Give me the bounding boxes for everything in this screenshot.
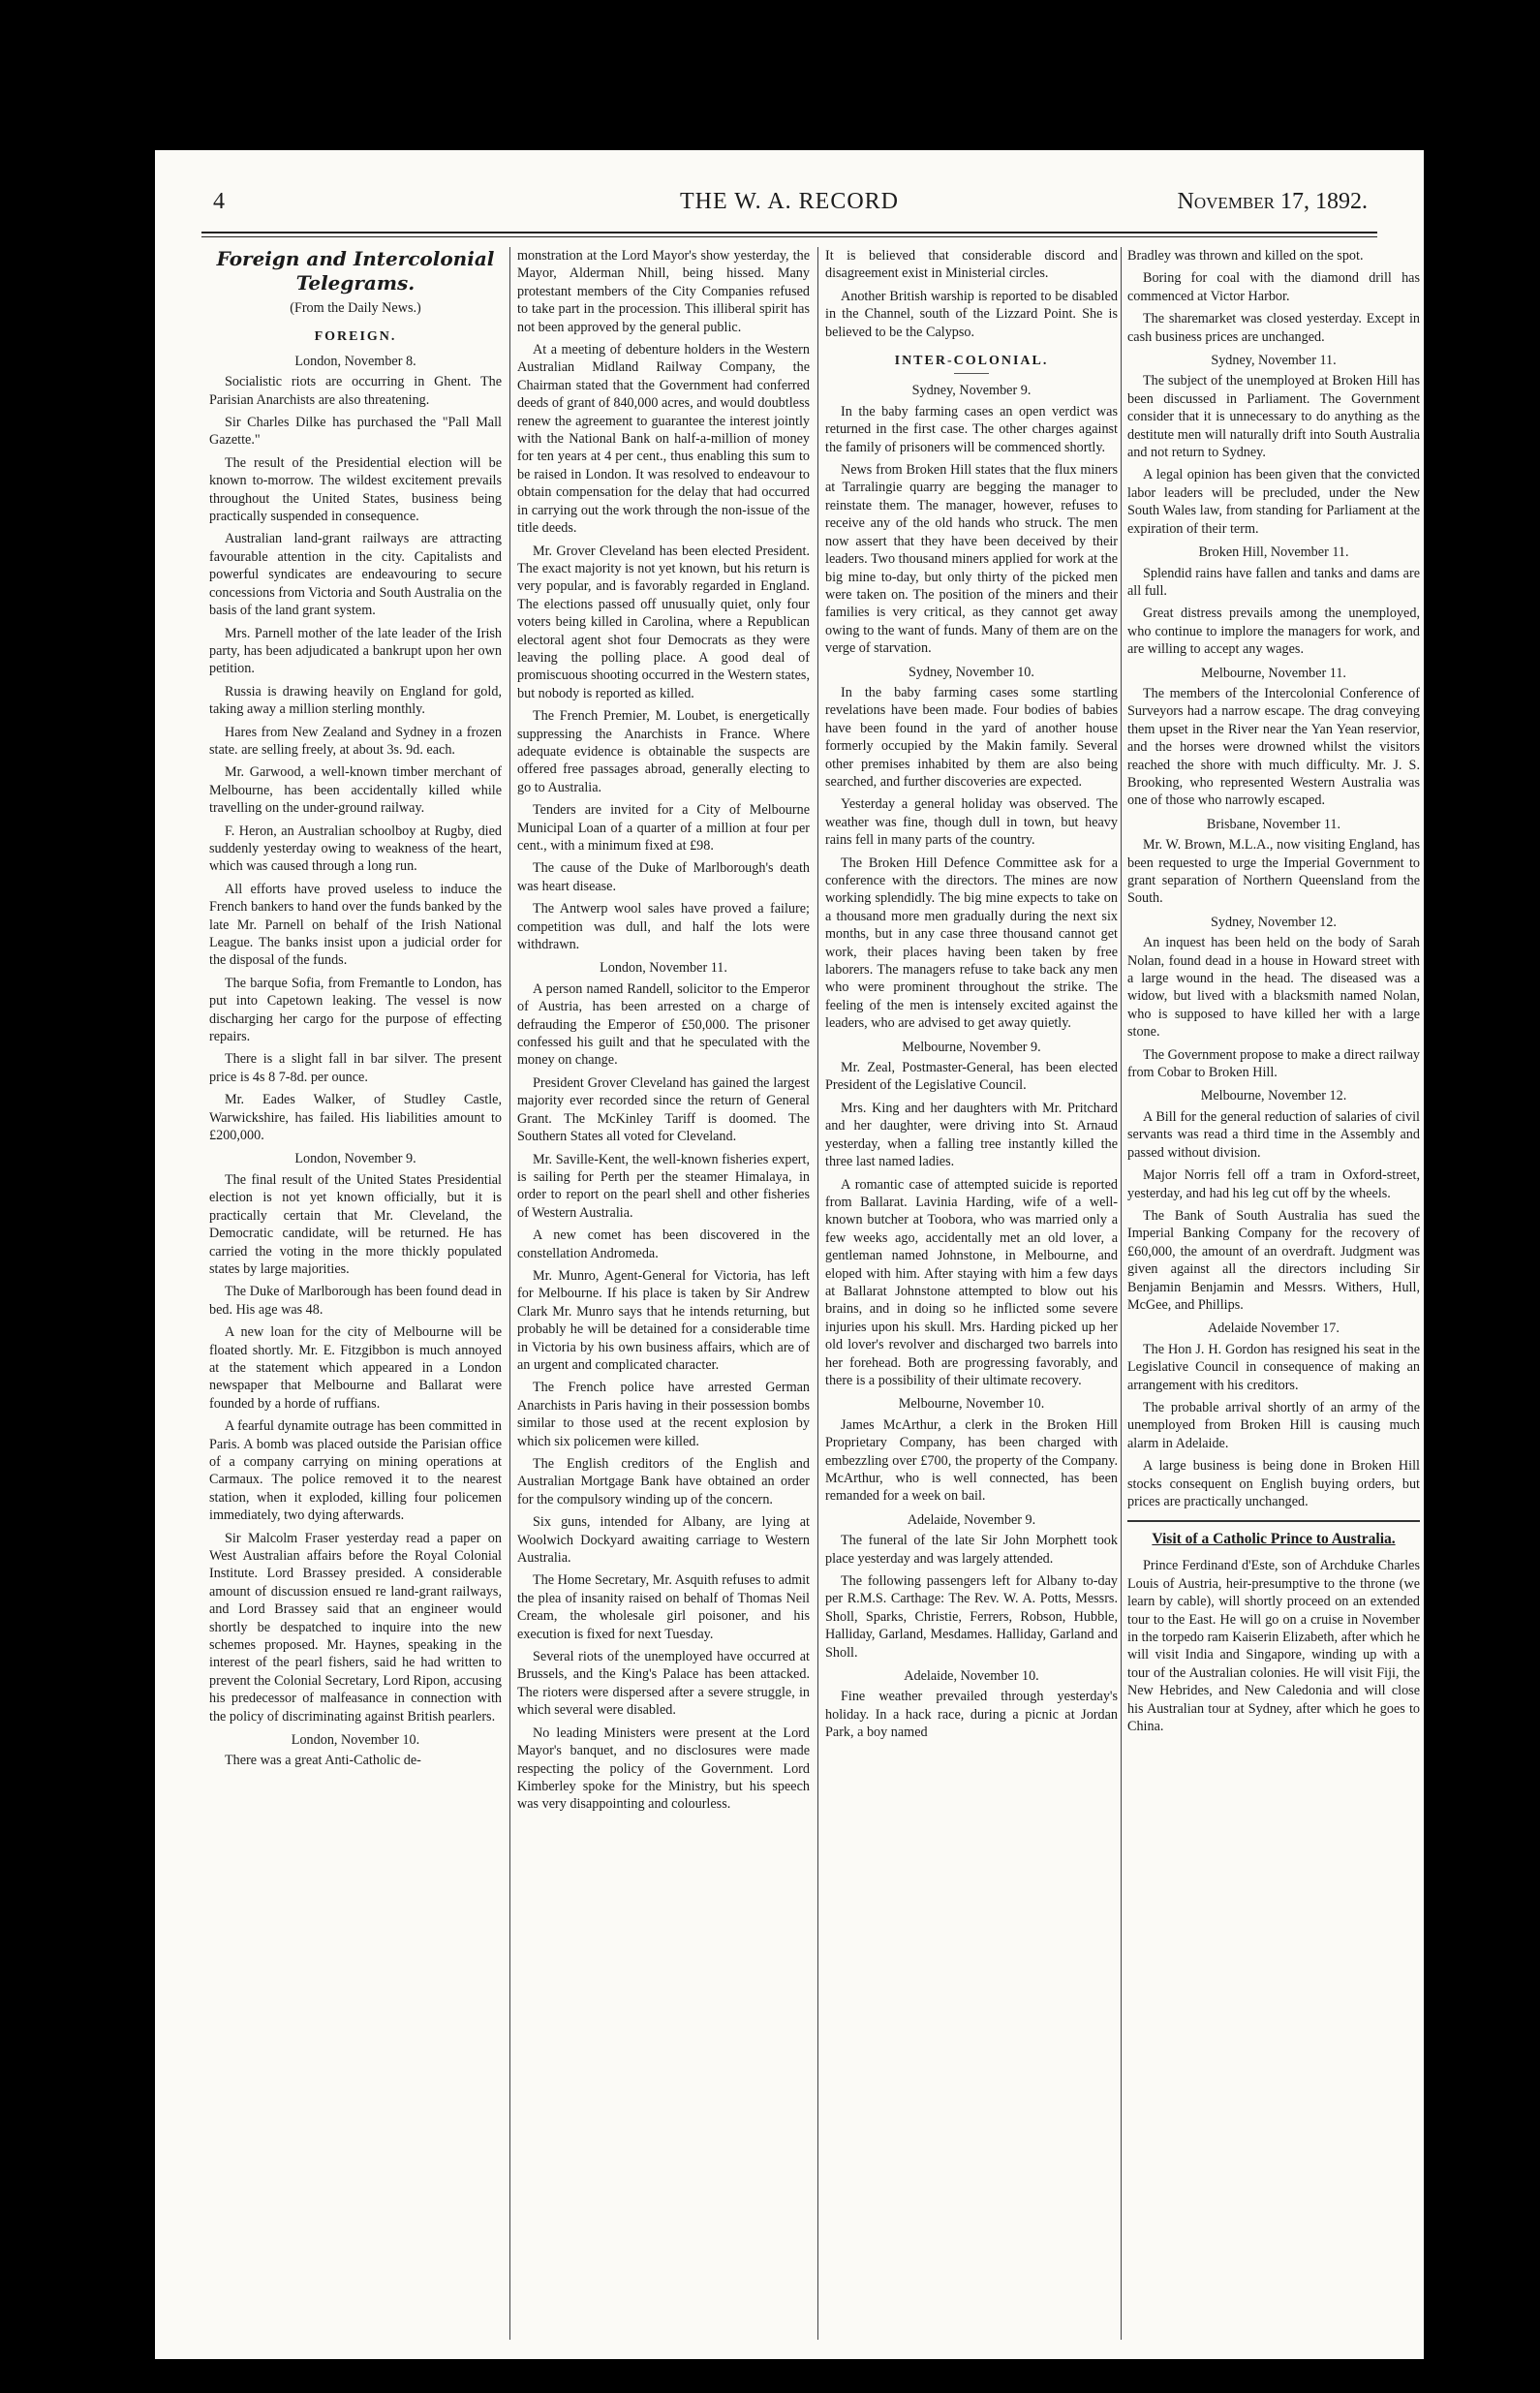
paragraph: Fine weather prevailed through yesterday's holiday. In a hack race, during a picnic at Jordan Park, a boy named xyxy=(825,1689,1118,1741)
issue-date: November 17, 1892. xyxy=(1177,189,1368,214)
source-note: (From the Daily News.) xyxy=(290,300,421,316)
paragraph: Boring for coal with the diamond drill has commenced at Victor Harbor. xyxy=(1127,270,1420,304)
paragraph: No leading Ministers were present at the Lord Mayor's banquet, and no disclosures were made respecting the policy of the Government. Lord Kimberley spoke for the Ministry, but his speech was very disappointing and colourless. xyxy=(517,1725,810,1813)
dateline: Adelaide November 17. xyxy=(1208,1321,1340,1337)
paragraph: A new comet has been discovered in the constellation Andromeda. xyxy=(517,1228,810,1261)
paragraph: The Broken Hill Defence Committee ask for a conference with the directors. The mines are now working splendidly. The big mine expects to take on a thousand more men gradually during the next six months, but in any case three thousand cannot get work, their places having been taken by free laborers. The managers refuse to take back any men who were prominent throughout the strike. The feeling of the men is intensely excited against the leaders, who are advised to get away quietly. xyxy=(825,855,1118,1032)
article-title-text: Visit of a Catholic Prince to Australia. xyxy=(1152,1531,1396,1548)
paragraph: A fearful dynamite outrage has been committed in Paris. A bomb was placed outside the Parisian office of a company carrying on mining operations at Carmaux. The police removed it to the nearest station, when it exploded, killing four policemen immediately, two dying afterwards. xyxy=(209,1418,502,1524)
paragraph: In the baby farming cases some startling revelations have been made. Four bodies of babies have been found in the yard of another house formerly occupied by the Makin family. Several other premises inhabited by them are also being searched, and further discoveries are expected. xyxy=(825,684,1118,790)
paragraph: James McArthur, a clerk in the Broken Hill Proprietary Company, has been charged with embezzling over £700, the property of the Company. McArthur, who is well connected, has been remanded for a week on bail. xyxy=(825,1416,1118,1505)
paragraph: Russia is drawing heavily on England for gold, taking away a million sterling monthly. xyxy=(209,683,502,718)
paragraph: monstration at the Lord Mayor's show yesterday, the Mayor, Alderman Nhill, being hissed. Many protestant members of the City Companies refused to take part in the procession. This illiberal spirit has not been approved by the general public. xyxy=(517,248,810,335)
paragraph: Mr. Saville-Kent, the well-known fisheries expert, is sailing for Perth per the steamer Himalaya, in order to report on the pearl shell and other fisheries of Western Australia. xyxy=(517,1151,810,1221)
paragraph: The Home Secretary, Mr. Asquith refuses to admit the plea of insanity raised on behalf of Thomas Neil Cream, the wholesale girl poisoner, and his execution is fixed for next Tuesday. xyxy=(517,1572,810,1642)
dateline: Sydney, November 12. xyxy=(1211,914,1337,930)
paragraph: A new loan for the city of Melbourne will be floated shortly. Mr. E. Fitzgibbon is much annoyed at the statement which appeared in a London newspaper that Melbourne and Ballarat were founded by a horde of ruffians. xyxy=(209,1324,502,1412)
dateline: London, November 8. xyxy=(294,353,416,369)
column-3 xyxy=(825,247,1118,2349)
paragraph: In the baby farming cases an open verdict was returned in the first case. The other charges against the family of prisoners will be commenced shortly. xyxy=(825,403,1118,455)
dateline: Broken Hill, November 11. xyxy=(1198,544,1349,561)
paragraph: All efforts have proved useless to induce the French bankers to hand over the funds banked by the late Mr. Parnell on behalf of the Irish National League. The banks insist upon a judicial order for the disposal of the funds. xyxy=(209,881,502,969)
column-divider xyxy=(1121,247,1122,2340)
paragraph: The subject of the unemployed at Broken Hill has been discussed in Parliament. The Government consider that it is unnecessary to do anything as the destitute men will naturally drift into South Australia and not return to Sydney. xyxy=(1127,373,1420,461)
paragraph: Major Norris fell off a tram in Oxford-street, yesterday, and had his leg cut off by the wheels. xyxy=(1127,1167,1420,1201)
paragraph: Mr. Zeal, Postmaster-General, has been elected President of the Legislative Council. xyxy=(825,1060,1118,1094)
paragraph: The final result of the United States Presidential election is not yet known officially, but it is practically certain that Mr. Cleveland, the Democratic candidate, will be returned. He has carried the voting in the more thickly populated states by large majorities. xyxy=(209,1171,502,1277)
paragraph: Hares from New Zealand and Sydney in a frozen state. are selling freely, at about 3s. 9d. each. xyxy=(209,724,502,758)
paragraph: There is a slight fall in bar silver. The present price is 4s 8 7-8d. per ounce. xyxy=(209,1051,502,1085)
dateline: London, November 10. xyxy=(291,1732,420,1749)
paragraph: Mr. Eades Walker, of Studley Castle, Warwickshire, has failed. His liabilities amount to £200,000. xyxy=(209,1092,502,1144)
paragraph: Mrs. Parnell mother of the late leader of the Irish party, has been adjudicated a bankrupt upon her own petition. xyxy=(209,625,502,677)
dateline: Sydney, November 10. xyxy=(909,664,1034,680)
dateline: London, November 9. xyxy=(294,1151,416,1167)
paragraph: Sir Charles Dilke has purchased the "Pall Mall Gazette." xyxy=(209,415,502,449)
paragraph: The following passengers left for Albany to-day per R.M.S. Carthage: The Rev. W. A. Potts, Messrs. Sholl, Sparks, Christie, Ferrers, Robson, Hubble, Halliday, Garland, Mesdames. Halliday, Garland and Sholl. xyxy=(825,1573,1118,1661)
paragraph: It is believed that considerable discord and disagreement exist in Ministerial circles. xyxy=(825,248,1118,282)
paragraph: Australian land-grant railways are attracting favourable attention in the city. Capitalists and powerful syndicates are endeavouring to secure concessions from Victoria and South Australia on the basis of the land grant system. xyxy=(209,531,502,619)
paragraph: An inquest has been held on the body of Sarah Nolan, found dead in a house in Howard street with a large wound in the head. The diseased was a widow, but lived with a blacksmith named Nolan, who is supposed to have killed her with a large stone. xyxy=(1127,935,1420,1041)
dateline: Sydney, November 11. xyxy=(1211,353,1337,369)
paragraph: A legal opinion has been given that the convicted labor leaders will be precluded, under the New South Wales law, from standing for Parliament at the expiration of their term. xyxy=(1127,467,1420,537)
column-4 xyxy=(1127,247,1420,2349)
page-header xyxy=(155,189,1424,224)
paragraph: The probable arrival shortly of an army of the unemployed from Broken Hill is causing much alarm in Adelaide. xyxy=(1127,1399,1420,1451)
column-1 xyxy=(209,247,502,2349)
paragraph: Mr. Grover Cleveland has been elected President. The exact majority is not yet known, but his return is very popular, and is favorably regarded in England. The elections passed off unusually quiet, only four voters being killed in Carolina, where a Republican electoral agent shot four Democrats as they were leaving the polling place. A good deal of promiscuous shooting occurred in the Western states, but nobody is reported as killed. xyxy=(517,543,810,701)
paragraph: Prince Ferdinand d'Este, son of Archduke Charles Louis of Austria, heir-presumptive to the throne (we learn by cable), will shortly proceed on an extended tour to the East. He will go on a cruise in November in the torpedo ram Kaiserin Elizabeth, after which he will visit India and Singapore, winding up with a tour of the Australian colonies. He will visit Fiji, the New Hebrides, and New Caledonia and will close his Australian tour at Sydney, after which he goes to China. xyxy=(1127,1558,1420,1735)
dateline: Sydney, November 9. xyxy=(911,383,1032,399)
paragraph: A romantic case of attempted suicide is reported from Ballarat. Lavinia Harding, wife of a well-known butcher at Toobora, who was married only a few weeks ago, accidentally met an old lover, a gentleman named Johnstone, in Melbourne, and eloped with him. After staying with him a few days at Ballarat Johnstone attempted to blow out his brains, and in doing so he inflicted some severe injuries upon his skull. Mrs. Harding picked up her old lover's revolver and discharged two barrels into her forehead. Both are progressing favorably, and there is a possibility of their ultimate recovery. xyxy=(825,1176,1118,1388)
paragraph: Sir Malcolm Fraser yesterday read a paper on West Australian affairs before the Royal Colonial Institute. Lord Brassey presided. A considerable amount of discussion ensued re land-grant railways, and Lord Brassey said that an engineer would shortly be despatched to inquire into the new schemes proposed. Mr. Haynes, speaking in the interest of the pearl fishers, said he had written to prevent the Colonial Secretary, Lord Ripon, accusing his predecessor of malfeasance in connection with the policy of discriminating against British pearlers. xyxy=(209,1530,502,1725)
column-divider xyxy=(817,247,818,2340)
paragraph: The cause of the Duke of Marlborough's death was heart disease. xyxy=(517,860,810,894)
paragraph: Several riots of the unemployed have occurred at Brussels, and the King's Palace has been attacked. The rioters were dispersed after a severe struggle, in which several were disabled. xyxy=(517,1649,810,1719)
dateline: Adelaide, November 10. xyxy=(904,1668,1039,1685)
page-number: 4 xyxy=(213,189,225,214)
dateline: Brisbane, November 11. xyxy=(1206,816,1341,832)
section-heading: Foreign and Intercolonial Telegrams. xyxy=(216,247,495,295)
dateline: Melbourne, November 11. xyxy=(1201,665,1346,681)
paragraph: News from Broken Hill states that the flux miners at Tarralingie quarry are begging the manager to reinstate them. The manager, however, refuses to receive any of the old hands who struck. The men now assert that they have been deceived by their leaders. Two thousand miners applied for work at the big mine to-day, but only thirty of the picked men were taken on. The position of the miners and their families is very critical, as they cannot get away owing to the want of funds. Many of them are on the verge of starvation. xyxy=(825,462,1118,657)
column-divider xyxy=(509,247,510,2340)
paragraph: The French Premier, M. Loubet, is energetically suppressing the Anarchists in France. Where adequate evidence is obtainable the suspects are offered free passages abroad, generally electing to go to Australia. xyxy=(517,708,810,795)
paragraph: A large business is being done in Broken Hill stocks consequent on English buying orders, but prices are practically unchanged. xyxy=(1127,1458,1420,1509)
paragraph: Mr. Garwood, a well-known timber merchant of Melbourne, has been accidentally killed while travelling on the under-ground railway. xyxy=(209,764,502,817)
paragraph: The Antwerp wool sales have proved a failure; competition was dull, and half the lots were withdrawn. xyxy=(517,901,810,953)
paragraph: The sharemarket was closed yesterday. Except in cash business prices are unchanged. xyxy=(1127,311,1420,345)
paragraph: Splendid rains have fallen and tanks and dams are all full. xyxy=(1127,565,1420,599)
dateline: Melbourne, November 12. xyxy=(1200,1088,1347,1104)
paragraph: Great distress prevails among the unemployed, who continue to implore the managers for work, and are willing to accept any wages. xyxy=(1127,606,1420,658)
paragraph: Yesterday a general holiday was observed. The weather was fine, though dull in town, but heavy rains fell in many parts of the country. xyxy=(825,796,1118,849)
dateline: Melbourne, November 9. xyxy=(902,1039,1041,1055)
paragraph: Socialistic riots are occurring in Ghent. The Parisian Anarchists are also threatening. xyxy=(209,374,502,408)
paragraph: The Government propose to make a direct railway from Cobar to Broken Hill. xyxy=(1127,1046,1420,1081)
section-dash xyxy=(954,373,989,374)
article-title xyxy=(1127,1530,1420,1549)
paragraph: Bradley was thrown and killed on the spot. xyxy=(1127,248,1364,264)
column-2 xyxy=(517,247,810,2349)
paragraph: Mr. W. Brown, M.L.A., now visiting England, has been requested to urge the Imperial Government to grant separation of Northern Queensland from the South. xyxy=(1127,837,1420,907)
paragraph: The Hon J. H. Gordon has resigned his seat in the Legislative Council in consequence of making an arrangement with his creditors. xyxy=(1127,1341,1420,1393)
masthead-title: THE W. A. RECORD xyxy=(679,189,900,214)
dateline: London, November 11. xyxy=(600,960,727,977)
header-rule-thin xyxy=(201,236,1377,237)
paragraph: Another British warship is reported to be disabled in the Channel, south of the Lizzard Point. She is believed to be the Calypso. xyxy=(825,288,1118,340)
paragraph: F. Heron, an Australian schoolboy at Rugby, died suddenly yesterday owing to weakness of the heart, which was caused through a long run. xyxy=(209,823,502,875)
newspaper-page xyxy=(155,150,1424,2359)
section-label: FOREIGN. xyxy=(314,329,397,345)
paragraph: There was a great Anti-Catholic de- xyxy=(225,1753,421,1769)
paragraph: Mrs. King and her daughters with Mr. Pritchard and her daughter, were driving into St. Arnaud yesterday, when a falling tree instantly killed the three last named ladies. xyxy=(825,1100,1118,1170)
paragraph: The members of the Intercolonial Conference of Surveyors had a narrow escape. The drag conveying them upset in the River near the Yan Yean reservior, and the horses were drowned whilst the visitors reached the shore with much difficulty. Mr. J. S. Brooking, who represented Western Australia was one of those who narrowly escaped. xyxy=(1127,685,1420,809)
paragraph: The Bank of South Australia has sued the Imperial Banking Company for the recovery of £60,000, the amount of an overdraft. Judgment was given against all the directors including Sir Benjamin Benjamin and Messrs. Withers, Hull, McGee, and Phillips. xyxy=(1127,1207,1420,1313)
paragraph: The barque Sofia, from Fremantle to London, has put into Capetown leaking. The vessel is now discharging her cargo for the purpose of effecting repairs. xyxy=(209,975,502,1045)
paragraph: President Grover Cleveland has gained the largest majority ever recorded since the return of General Grant. The McKinley Tariff is doomed. The Southern States all voted for Cleveland. xyxy=(517,1074,810,1145)
paragraph: A person named Randell, solicitor to the Emperor of Austria, has been arrested on a charge of defrauding the Emperor of £50,000. The prisoner confessed his guilt and that he speculated with the money on change. xyxy=(517,980,810,1069)
dateline: Melbourne, November 10. xyxy=(898,1396,1045,1413)
paragraph: At a meeting of debenture holders in the Western Australian Midland Railway Company, the Chairman stated that the Government had conferred deeds of grant of 840,000 acres, and would doubtless renew the agreement to guarantee the interest jointly with the National Bank on half-a-million of money for ten years at 4 per cent., thus enabling this sum to be raised in London. It was resolved to endeavour to obtain compensation for the delay that had occurred in carrying out the work through the non-issue of the title deeds. xyxy=(517,342,810,537)
paragraph: The funeral of the late Sir John Morphett took place yesterday and was largely attended. xyxy=(825,1533,1118,1567)
dateline: Adelaide, November 9. xyxy=(907,1511,1036,1528)
paragraph: Tenders are invited for a City of Melbourne Municipal Loan of a quarter of a million at four per cent., with a minimum fixed at £98. xyxy=(517,802,810,854)
paragraph: The Duke of Marlborough has been found dead in bed. His age was 48. xyxy=(209,1284,502,1318)
header-rule xyxy=(201,232,1377,233)
paragraph: Six guns, intended for Albany, are lying at Woolwich Dockyard awaiting carriage to Western Australia. xyxy=(517,1514,810,1567)
article-divider xyxy=(1127,1520,1420,1522)
section-label: INTER-COLONIAL. xyxy=(894,354,1049,369)
paragraph: The result of the Presidential election will be known to-morrow. The wildest excitement prevails throughout the United States, business being practically suspended in consequence. xyxy=(209,454,502,525)
paragraph: Mr. Munro, Agent-General for Victoria, has left for Melbourne. If his place is taken by Sir Andrew Clark Mr. Munro says that he intends returning, but probably he will be detained for a considerable time in Victoria by his own business affairs, which are of an urgent and complicated character. xyxy=(517,1267,810,1373)
paragraph: The French police have arrested German Anarchists in Paris having in their possession bombs similar to those used at the recent explosion by which six policemen were killed. xyxy=(517,1380,810,1449)
paragraph: A Bill for the general reduction of salaries of civil servants was read a third time in the Assembly and passed without division. xyxy=(1127,1108,1420,1161)
paragraph: The English creditors of the English and Australian Mortgage Bank have obtained an order for the compulsory winding up of the concern. xyxy=(517,1456,810,1507)
